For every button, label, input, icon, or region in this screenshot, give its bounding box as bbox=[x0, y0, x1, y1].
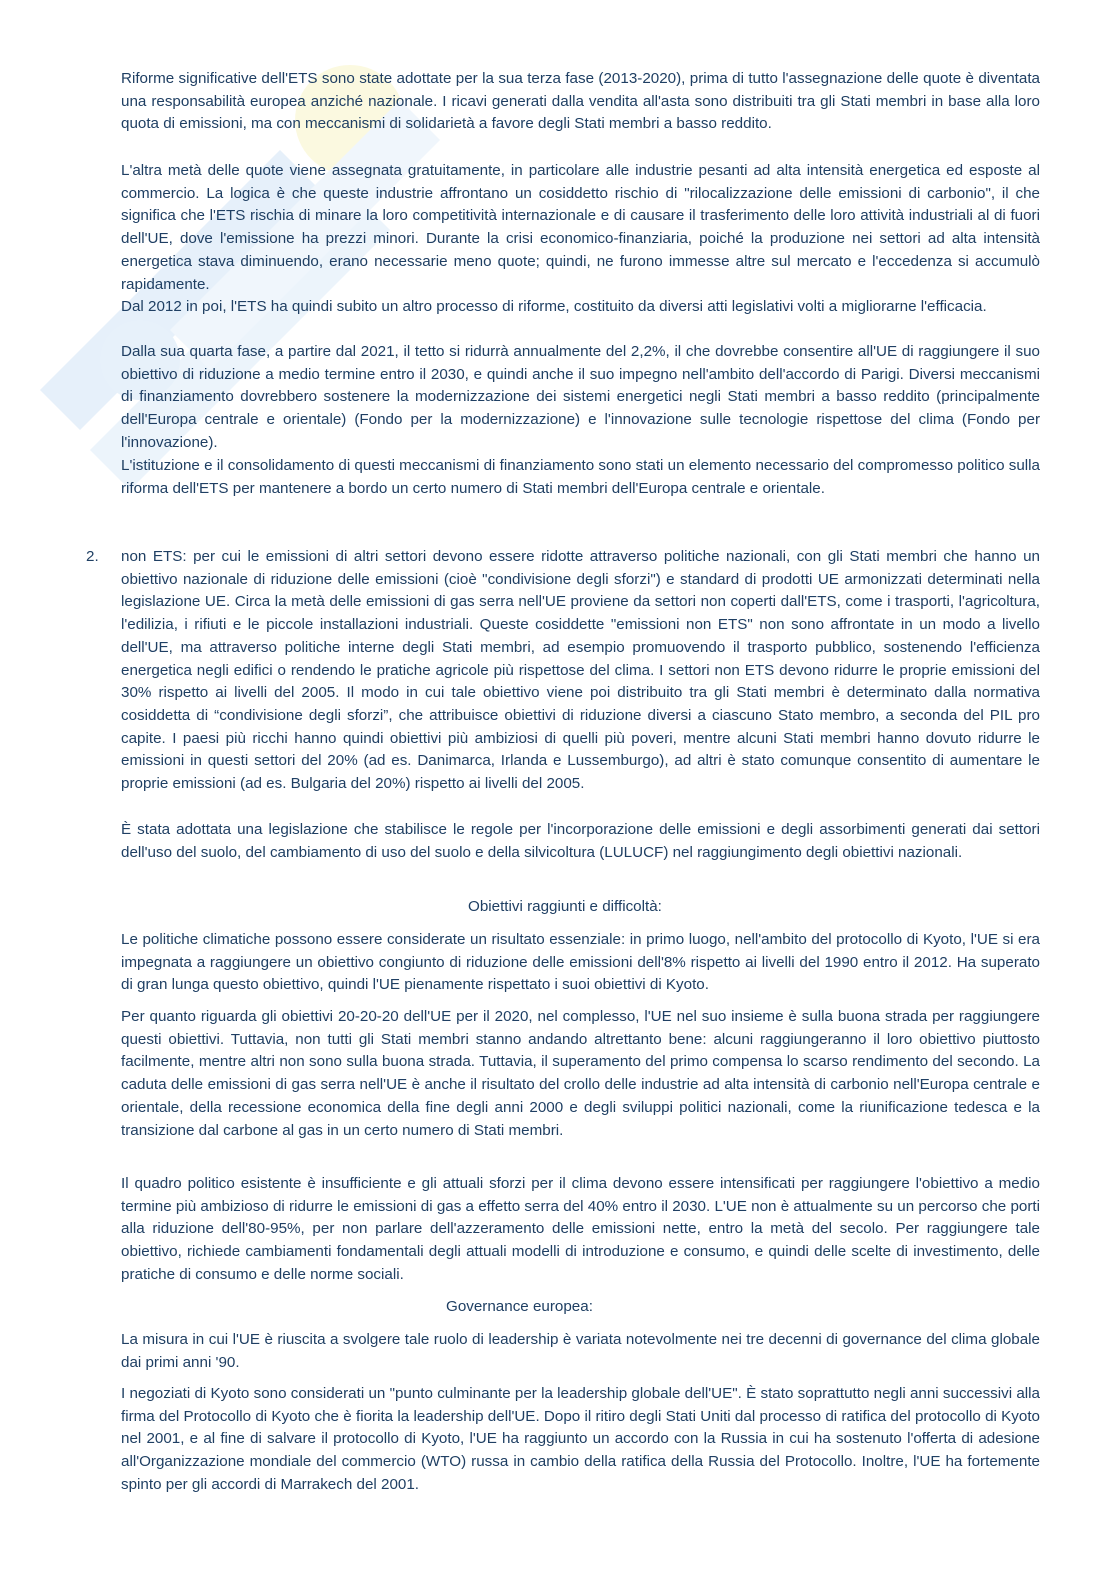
governance-paragraph-1: La misura in cui l'UE è riuscita a svolgere tale ruolo di leadership è variata notevolmente nei tre decenni di governance del clima globale dai primi anni '90. bbox=[121, 1331, 1040, 1371]
non-ets-paragraph-2: È stata adottata una legislazione che stabilisce le regole per l'incorporazione delle emissioni e degli assorbimenti generati dai settori dell'uso del suolo, del cambiamento di uso del suolo e della silvicoltura (LULUCF) nel raggiungimento degli obiettivi nazionali. bbox=[121, 821, 1040, 861]
heading-governance: Governance europea: bbox=[446, 1298, 593, 1315]
non-ets-paragraph-1: non ETS: per cui le emissioni di altri settori devono essere ridotte attraverso politiche nazionali, con gli Stati membri che hanno un obiettivo nazionale di riduzione delle emissioni (cioè "condivisione degli sforzi") e standard di prodotti UE armonizzati determinati nella legislazione UE. Circa la metà delle emissioni di gas serra nell'UE proviene da settori non coperti dall'ETS, come i trasporti, l'agricoltura, l'edilizia, i rifiuti e le piccole installazioni industriali. Queste cosiddette "emissioni non ETS" non sono affrontate in un modo a livello dell'UE, ma attraverso politiche interne degli Stati membri, ad esempio promuovendo il trasporto pubblico, sostenendo l'efficienza energetica negli edifici o rendendo le pratiche agricole più rispettose del clima. I settori non ETS devono ridurre le proprie emissioni del 30% rispetto ai livelli del 2005. Il modo in cui tale obiettivo viene poi distribuito tra gli Stati membri è determinato dalla normativa cosiddetta di “condivisione degli sforzi”, che attribuisce obiettivi di riduzione diversi a ciascuno Stato membro, a seconda del PIL pro capite. I paesi più ricchi hanno quindi obiettivi più ambiziosi di quelli più poveri, mentre alcuni Stati membri hanno dovuto ridurre le emissioni in questi settori del 20% (ad es. Danimarca, Irlanda e Lussemburgo), ad altri è stato comunque consentito di aumentare le proprie emissioni (ad es. Bulgaria del 20%) rispetto ai livelli del 2005. bbox=[121, 548, 1040, 793]
obiettivi-paragraph-1: Le politiche climatiche possono essere considerate un risultato essenziale: in primo luogo, nell'ambito del protocollo di Kyoto, l'UE si era impegnata a raggiungere un obiettivo congiunto di riduzione delle emissioni dell'8% rispetto ai livelli del 1990 entro il 2012. Ha superato di gran lunga questo obiettivo, quindi l'UE pienamente rispettato i suoi obiettivi di Kyoto. bbox=[121, 931, 1040, 994]
ets-paragraph-5: L'istituzione e il consolidamento di questi meccanismi di finanziamento sono stati un elemento necessario del compromesso politico sulla riforma dell'ETS per mantenere a bordo un certo numero di Stati membri dell'Europa centrale e orientale. bbox=[121, 457, 1040, 497]
ets-paragraph-1: Riforme significative dell'ETS sono state adottate per la sua terza fase (2013-2020), prima di tutto l'assegnazione delle quote è diventata una responsabilità europea anziché nazionale. I ricavi generati dalla vendita all'asta sono distribuiti tra gli Stati membri in base alla loro quota di emissioni, ma con meccanismi di solidarietà a favore degli Stati membri a basso reddito. bbox=[121, 70, 1040, 133]
ets-paragraph-4: Dalla sua quarta fase, a partire dal 2021, il tetto si ridurrà annualmente del 2,2%, il che dovrebbe consentire all'UE di raggiungere il suo obiettivo di riduzione a medio termine entro il 2030, e quindi anche il suo impegno nell'ambito dell'accordo di Parigi. Diversi meccanismi di finanziamento dovrebbero sostenere la modernizzazione dei sistemi energetici negli Stati membri a basso reddito (principalmente dell'Europa centrale e orientale) (Fondo per la modernizzazione) e l'innovazione sulle tecnologie rispettose del clima (Fondo per l'innovazione). bbox=[121, 343, 1040, 451]
ets-paragraph-3: Dal 2012 in poi, l'ETS ha quindi subito un altro processo di riforme, costituito da diversi atti legislativi volti a migliorarne l'efficacia. bbox=[121, 298, 987, 315]
obiettivi-paragraph-3: Il quadro politico esistente è insufficiente e gli attuali sforzi per il clima devono essere intensificati per raggiungere l'obiettivo a medio termine più ambizioso di ridurre le emissioni di gas a effetto serra del 40% entro il 2030. L'UE non è attualmente su un percorso che porti alla riduzione dell'80-95%, per non parlare dell'azzeramento delle emissioni nette, entro la metà del secolo. Per raggiungere tale obiettivo, richiede cambiamenti fondamentali degli attuali modelli di introduzione e consumo, e quindi delle scelte di investimento, delle pratiche di consumo e delle norme sociali. bbox=[121, 1175, 1040, 1283]
heading-obiettivi: Obiettivi raggiunti e difficoltà: bbox=[468, 898, 662, 915]
ets-paragraph-2: L'altra metà delle quote viene assegnata gratuitamente, in particolare alle industrie pesanti ad alta intensità energetica ed esposte al commercio. La logica è che queste industrie affrontano un cosiddetto rischio di "rilocalizzazione delle emissioni di carbonio", il che significa che l'ETS rischia di minare la loro competitività internazionale e di causare il trasferimento delle loro attività industriali al di fuori dell'UE, dove l'emissione ha prezzi minori. Durante la crisi economico-finanziaria, poiché la produzione nei settori ad alta intensità energetica stava diminuendo, erano necessarie meno quote; quindi, ne furono immesse altre sul mercato e l'eccedenza si accumulò rapidamente. bbox=[121, 162, 1040, 293]
obiettivi-paragraph-2: Per quanto riguarda gli obiettivi 20-20-20 dell'UE per il 2020, nel complesso, l'UE nel suo insieme è sulla buona strada per raggiungere questi obiettivi. Tuttavia, non tutti gli Stati membri stanno andando altrettanto bene: alcuni raggiungeranno il loro obiettivo piuttosto facilmente, mentre altri non sono sulla buona strada. Tuttavia, il superamento del primo compensa lo scarso rendimento del secondo. La caduta delle emissioni di gas serra nell'UE è anche il risultato del crollo delle industrie ad alta intensità di carbonio nell'Europa centrale e orientale, della recessione economica della fine degli anni 2000 e degli sviluppi politici nazionali, come la riunificazione tedesca e la transizione dal carbone al gas in un certo numero di Stati membri. bbox=[121, 1008, 1040, 1139]
governance-paragraph-2: I negoziati di Kyoto sono considerati un "punto culminante per la leadership globale dell'UE". È stato soprattutto negli anni successivi alla firma del Protocollo di Kyoto che è fiorita la leadership dell'UE. Dopo il ritiro degli Stati Uniti dal processo di ratifica del protocollo di Kyoto nel 2001, e al fine di salvare il protocollo di Kyoto, l'UE ha raggiunto un accordo con la Russia in cui ha sostenuto l'offerta di adesione all'Organizzazione mondiale del commercio (WTO) russa in cambio della ratifica della Russia del Protocollo. Inoltre, l'UE ha fortemente spinto per gli accordi di Marrakech del 2001. bbox=[121, 1385, 1040, 1493]
list-number: 2. bbox=[86, 548, 99, 565]
